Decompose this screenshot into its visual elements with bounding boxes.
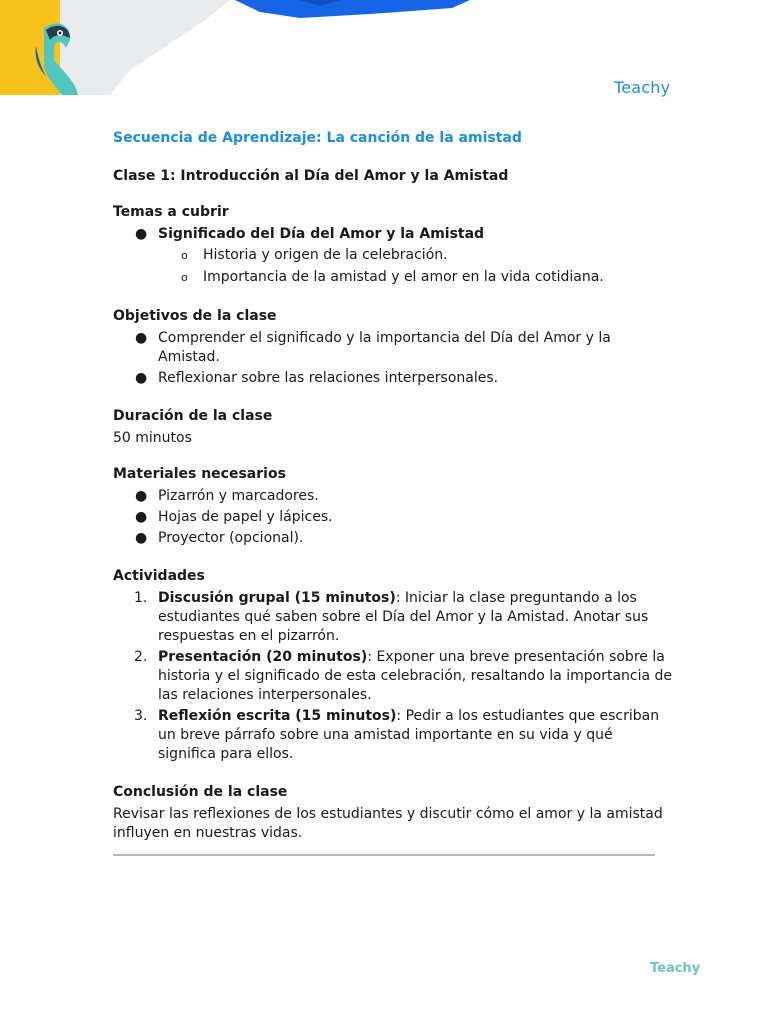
section-temas xyxy=(113,203,673,287)
divider xyxy=(113,854,655,856)
section-materiales xyxy=(113,465,673,548)
section-duracion xyxy=(113,407,673,448)
section-heading-temas: Temas a cubrir xyxy=(113,204,229,220)
temas-list xyxy=(113,225,673,287)
bullet-icon: ● xyxy=(135,488,148,504)
temas-sublist xyxy=(158,246,673,287)
section-objetivos xyxy=(113,307,673,388)
conclusion-text: Revisar las reflexiones de los estudiantes y discutir cómo el amor y la amistad influyen en nuestras vidas. xyxy=(113,806,663,841)
circle-bullet-icon: o xyxy=(181,271,188,284)
circle-bullet-icon: o xyxy=(181,249,188,262)
document-body xyxy=(113,129,673,843)
temas-main-item: Significado del Día del Amor y la Amistad xyxy=(158,226,485,242)
document-title: Secuencia de Aprendizaje: La canción de la amistad xyxy=(113,130,522,146)
list-item: ● Proyector (opcional). xyxy=(135,530,304,546)
section-conclusion xyxy=(113,783,673,843)
duration-value: 50 minutos xyxy=(113,430,192,446)
brand-name-header: Teachy xyxy=(614,78,671,97)
brand-name-footer: Teachy xyxy=(650,961,701,976)
class-title: Clase 1: Introducción al Día del Amor y la Amistad xyxy=(113,168,509,184)
bullet-icon: ● xyxy=(135,509,148,525)
objetivos-list xyxy=(113,329,673,388)
section-heading-objetivos: Objetivos de la clase xyxy=(113,308,277,324)
header-decoration xyxy=(0,0,480,100)
bullet-icon: ● xyxy=(135,530,148,546)
bullet-icon: ● xyxy=(135,330,148,346)
list-item: ● Comprender el significado y la importancia del Día del Amor y la Amistad. xyxy=(135,330,611,365)
section-heading-conclusion: Conclusión de la clase xyxy=(113,784,288,800)
sub-list-item: o Historia y origen de la celebración. xyxy=(181,247,448,263)
bullet-icon: ● xyxy=(135,370,148,386)
section-heading-duracion: Duración de la clase xyxy=(113,408,273,424)
list-item: 1. Discusión grupal (15 minutos): Iniciar la clase preguntando a los estudiantes qué saben sobre el Día del Amor y la Amistad. Anotar sus respuestas en el pizarrón. xyxy=(134,590,649,644)
section-heading-materiales: Materiales necesarios xyxy=(113,466,286,482)
list-item: 2. Presentación (20 minutos): Exponer una breve presentación sobre la historia y el significado de esta celebración, resaltando la importancia de las relaciones interpersonales. xyxy=(134,649,673,703)
list-item xyxy=(113,225,673,287)
bullet-icon: ● xyxy=(135,226,148,242)
sub-list-item: o Importancia de la amistad y el amor en la vida cotidiana. xyxy=(181,269,604,285)
list-item: ● Reflexionar sobre las relaciones interpersonales. xyxy=(135,370,499,386)
list-item: ● Pizarrón y marcadores. xyxy=(135,488,319,504)
materiales-list xyxy=(113,487,673,548)
actividades-list xyxy=(113,589,673,764)
list-item: ● Hojas de papel y lápices. xyxy=(135,509,333,525)
list-item: 3. Reflexión escrita (15 minutos): Pedir a los estudiantes que escriban un breve párrafo sobre una amistad importante en su vida y qué significa para ellos. xyxy=(134,708,660,762)
section-heading-actividades: Actividades xyxy=(113,568,205,584)
section-actividades xyxy=(113,567,673,764)
